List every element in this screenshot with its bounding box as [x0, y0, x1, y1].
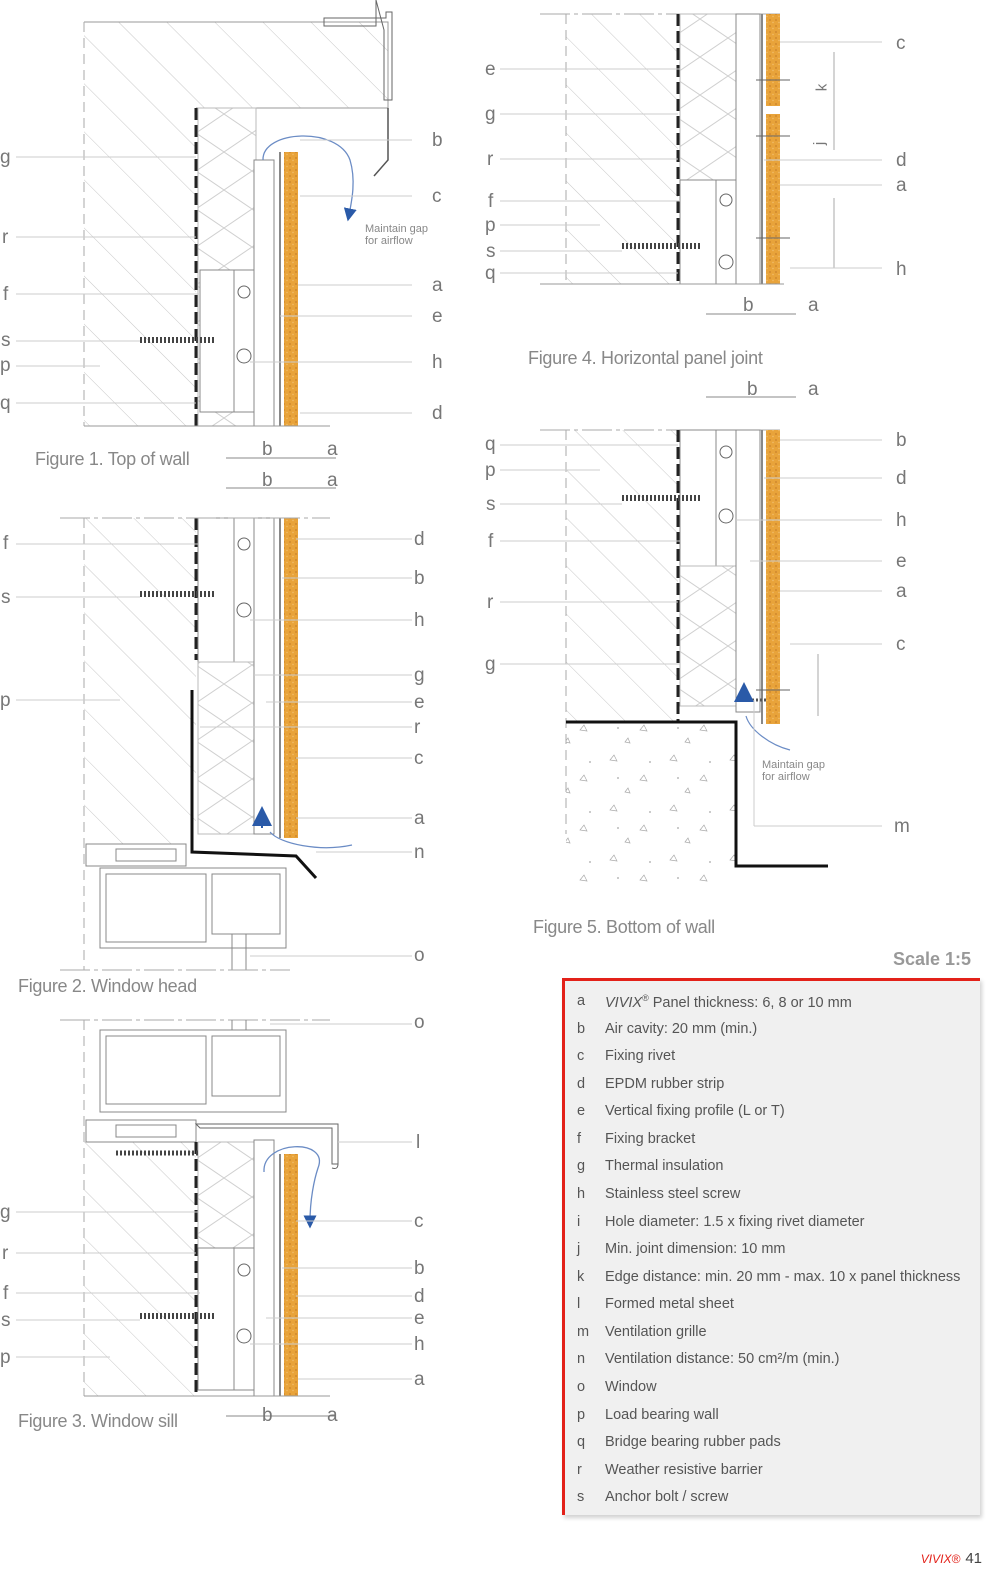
scale-label: Scale 1:5: [893, 949, 972, 969]
legend-text: Min. joint dimension: 10 mm: [605, 1241, 786, 1257]
fig5-dim-a: a: [808, 379, 819, 400]
fig3-label-right: b: [414, 1258, 425, 1279]
fig4-label-left: r: [487, 149, 494, 170]
fig5-caption: Figure 5. Bottom of wall: [533, 917, 715, 937]
fig4-label-right: h: [896, 259, 907, 280]
figure-5-drawing: [540, 430, 828, 882]
fig4-dim-k: k: [813, 83, 831, 92]
fig2-label-left: s: [1, 587, 11, 608]
fig3-caption: Figure 3. Window sill: [18, 1411, 178, 1431]
fig5-label-left: g: [485, 654, 496, 675]
fig4-dim-a: a: [808, 295, 819, 316]
fig4-label-left: s: [486, 241, 496, 262]
legend-text: Vertical fixing profile (L or T): [605, 1103, 785, 1119]
fig5-airflow-note: Maintain gap for airflow: [762, 759, 825, 783]
legend-key: l: [577, 1296, 581, 1312]
legend-key: g: [577, 1158, 586, 1174]
fig4-label-left: q: [485, 263, 496, 284]
fig1-label-right: e: [432, 306, 443, 327]
fig5-label-right: h: [896, 510, 907, 531]
fig2-dim-a: a: [327, 470, 338, 491]
fig3-label-left: p: [0, 1347, 11, 1368]
fig1-label-right: b: [432, 130, 443, 151]
fig2-label-right: g: [414, 665, 425, 686]
page-footer: [921, 1550, 982, 1567]
legend-text: Weather resistive barrier: [605, 1462, 763, 1478]
legend-text: Ventilation distance: 50 cm²/m (min.): [605, 1351, 840, 1367]
fig2-label-right: h: [414, 610, 425, 631]
fig1-dim-a: a: [327, 439, 338, 460]
footer-brand-logo: VIVIX®: [920, 1552, 961, 1566]
fig1-label-left: r: [2, 227, 9, 248]
fig1-label-right: h: [432, 352, 443, 373]
legend-key: c: [577, 1048, 585, 1064]
fig5-label-left: r: [487, 592, 494, 613]
fig2-label-right: c: [414, 748, 424, 769]
legend-key: a: [577, 993, 586, 1009]
brand-name: VIVIX: [605, 994, 643, 1011]
legend-key: m: [577, 1324, 590, 1340]
legend-key: n: [577, 1351, 586, 1367]
legend-key: s: [577, 1489, 585, 1505]
legend-text: EPDM rubber strip: [605, 1076, 725, 1092]
fig1-label-left: g: [0, 147, 11, 168]
fig3-label-right: a: [414, 1369, 425, 1390]
fig4-dim-b: b: [743, 295, 754, 316]
fig5-label-right: e: [896, 551, 907, 572]
legend-key: b: [577, 1021, 586, 1037]
fig2-label-right: e: [414, 692, 425, 713]
fig4-label-left: f: [488, 191, 494, 212]
fig2-label-left: p: [0, 690, 11, 711]
fig1-label-right: d: [432, 403, 443, 424]
fig5-label-left: f: [488, 531, 494, 552]
fig5-label-left: s: [486, 494, 496, 515]
legend-key: d: [577, 1076, 586, 1092]
fig1-label-right: c: [432, 186, 442, 207]
fig3-label-left: f: [3, 1283, 9, 1304]
fig4-label-right: a: [896, 175, 907, 196]
legend-text: Formed metal sheet: [605, 1296, 734, 1312]
fig5-label-right: a: [896, 581, 907, 602]
page-number: 41: [965, 1550, 982, 1567]
fig3-label-right: e: [414, 1308, 425, 1329]
legend-key: i: [577, 1214, 581, 1230]
fig3-label-left: g: [0, 1202, 11, 1223]
legend-key: p: [577, 1407, 586, 1423]
legend-key: q: [577, 1434, 586, 1450]
legend-key: j: [577, 1241, 581, 1257]
legend-key: h: [577, 1186, 586, 1202]
figure-4-drawing: [540, 14, 834, 284]
fig4-label-left: e: [485, 59, 496, 80]
fig3-dim-a: a: [327, 1405, 338, 1426]
fig3-label-right: c: [414, 1211, 424, 1232]
fig1-label-right: a: [432, 275, 443, 296]
legend-text: Anchor bolt / screw: [605, 1489, 729, 1505]
fig3-label-right: o: [414, 1012, 425, 1033]
legend-key: k: [577, 1269, 585, 1285]
fig4-label-right: c: [896, 33, 906, 54]
fig5-label-right: d: [896, 468, 907, 489]
figure-2-drawing: [60, 518, 352, 970]
legend-panel: [562, 978, 980, 1515]
fig1-airflow-note: Maintain gap for airflow: [365, 223, 428, 247]
fig1-label-left: p: [0, 355, 11, 376]
legend-key: r: [577, 1462, 582, 1478]
fig4-caption: Figure 4. Horizontal panel joint: [528, 348, 763, 368]
fig2-label-right: a: [414, 808, 425, 829]
fig5-label-left: p: [485, 460, 496, 481]
fig5-label-right: c: [896, 634, 906, 655]
legend-key: f: [577, 1131, 582, 1147]
fig2-label-right: n: [414, 842, 425, 863]
legend-text: [605, 993, 852, 1011]
fig1-dim-b: b: [262, 439, 273, 460]
fig3-label-left: s: [1, 1310, 11, 1331]
fig3-dim-b: b: [262, 1405, 273, 1426]
legend-text: Load bearing wall: [605, 1407, 719, 1423]
fig3-label-right: l: [416, 1132, 421, 1153]
fig2-caption: Figure 2. Window head: [18, 976, 197, 996]
legend-text-body: Panel thickness: 6, 8 or 10 mm: [648, 994, 852, 1011]
legend-text: Bridge bearing rubber pads: [605, 1434, 781, 1450]
figure-3-drawing: [60, 1020, 338, 1396]
fig1-caption: Figure 1. Top of wall: [35, 449, 190, 469]
legend-key: o: [577, 1379, 586, 1395]
fig5-label-left: q: [485, 434, 496, 455]
fig2-label-right: o: [414, 945, 425, 966]
fig1-label-left: f: [3, 284, 9, 305]
fig4-label-left: g: [485, 104, 496, 125]
fig2-label-right: d: [414, 529, 425, 550]
legend-text: Hole diameter: 1.5 x fixing rivet diameter: [605, 1214, 865, 1230]
legend-text: Air cavity: 20 mm (min.): [605, 1021, 758, 1037]
fig5-label-right: b: [896, 430, 907, 451]
legend-text: Thermal insulation: [605, 1158, 724, 1174]
legend-text: Ventilation grille: [605, 1324, 707, 1340]
fig1-label-left: q: [0, 393, 11, 414]
fig2-label-right: b: [414, 568, 425, 589]
legend-key: e: [577, 1103, 586, 1119]
fig5-dim-b: b: [747, 379, 758, 400]
fig2-dim-b: b: [262, 470, 273, 491]
fig2-label-right: r: [414, 717, 421, 738]
fig1-label-left: s: [1, 330, 11, 351]
fig3-label-right: d: [414, 1286, 425, 1307]
legend-text: Fixing bracket: [605, 1131, 696, 1147]
legend-text: Window: [605, 1379, 657, 1395]
fig3-label-left: r: [2, 1243, 9, 1264]
fig4-label-right: d: [896, 150, 907, 171]
fig4-label-left: p: [485, 215, 496, 236]
fig3-label-right: h: [414, 1334, 425, 1355]
fig4-dim-j: j: [811, 141, 829, 146]
legend-text: Edge distance: min. 20 mm - max. 10 x panel thickness: [605, 1269, 961, 1285]
fig2-label-left: f: [3, 533, 9, 554]
legend-text: Stainless steel screw: [605, 1186, 741, 1202]
legend-text: Fixing rivet: [605, 1048, 676, 1064]
fig5-label-right: m: [894, 816, 910, 837]
registered-mark: ®: [642, 993, 649, 1003]
